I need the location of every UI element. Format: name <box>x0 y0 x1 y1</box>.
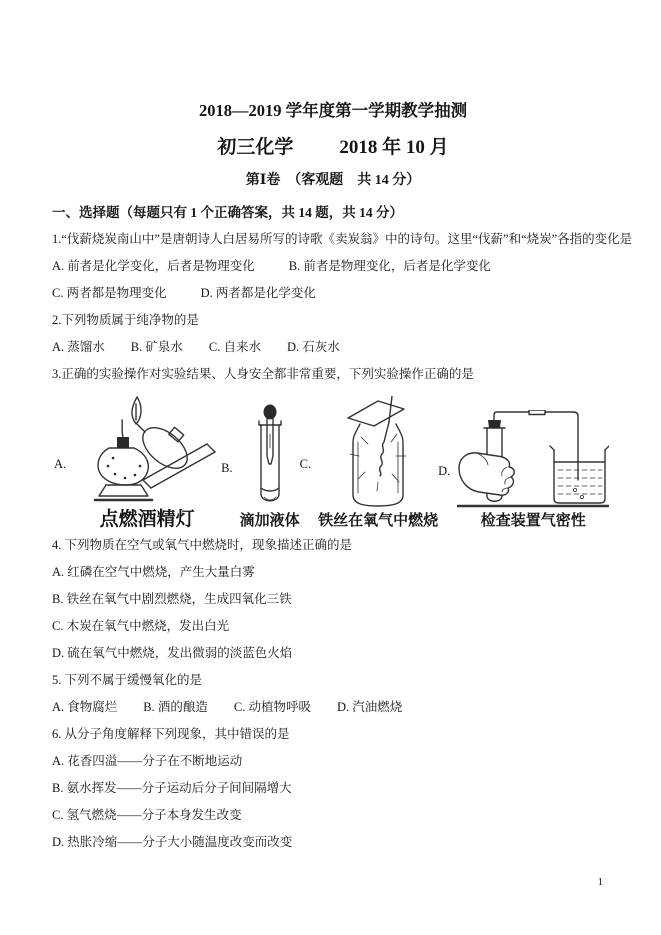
page-title: 2018—2019 学年度第一学期教学抽测 <box>198 101 468 120</box>
question-1-option-b: B. 前者是物理变化，后者是化学变化 <box>288 259 491 273</box>
question-2-option-b: B. 矿泉水 <box>130 340 183 354</box>
iron-wire-oxygen-bottle-figure <box>336 396 420 510</box>
page-number: 1 <box>597 876 603 888</box>
question-3-figures-row <box>52 388 614 532</box>
question-5-stem: 5. 下列不属于缓慢氧化的是 <box>52 673 203 687</box>
question-6-option-a: A. 花香四溢——分子在不断地运动 <box>52 754 243 768</box>
question-4-option-a: A. 红磷在空气中燃烧，产生大量白雾 <box>52 565 255 579</box>
question-4-stem: 4. 下列物质在空气或氧气中燃烧时，现象描述正确的是 <box>52 538 353 552</box>
section-heading: 一、选择题（每题只有 1 个正确答案，共 14 题，共 14 分） <box>52 205 403 220</box>
figure-d <box>457 410 609 532</box>
question-5-option-c: C. 动植物呼吸 <box>233 700 311 714</box>
question-5-option-d: D. 汽油燃烧 <box>336 700 403 714</box>
dropper-test-tube-figure <box>249 404 291 510</box>
figure-d-caption: 检查装置气密性 <box>480 513 586 529</box>
question-6-stem: 6. 从分子角度解释下列现象，其中错误的是 <box>52 727 290 741</box>
figure-b-caption: 滴加液体 <box>239 513 300 529</box>
question-2-option-c: C. 自来水 <box>208 340 261 354</box>
figure-b <box>240 404 300 532</box>
exam-date: 2018 年 10 月 <box>339 137 449 158</box>
question-4-option-d: D. 硫在氧气中燃烧，发出微弱的淡蓝色火焰 <box>52 646 293 660</box>
figure-a-letter: A. <box>54 456 67 471</box>
question-5-options-row <box>52 694 614 721</box>
question-2-option-d: D. 石灰水 <box>286 340 340 354</box>
question-2-stem: 2.下列物质属于纯净物的是 <box>52 313 199 327</box>
question-6-option-b: B. 氨水挥发——分子运动后分子间间隔增大 <box>52 781 292 795</box>
question-5-option-b: B. 酒的酿造 <box>143 700 208 714</box>
figure-group-c <box>300 396 438 532</box>
question-1-option-d: D. 两者都是化学变化 <box>200 286 316 300</box>
volume-line: 第Ⅰ卷 （客观题 共 14 分） <box>245 173 421 188</box>
figure-group-a <box>54 396 221 532</box>
question-1-options-row-2 <box>52 280 614 307</box>
figure-b-letter: B. <box>221 460 233 475</box>
question-4-option-b: B. 铁丝在氧气中剧烈燃烧，生成四氧化三铁 <box>52 592 292 606</box>
figure-group-d <box>438 410 609 532</box>
question-1-stem: 1.“伐薪烧炭南山中”是唐朝诗人白居易所写的诗歌《卖炭翁》中的诗句。这里“伐薪”和“烧炭”各指的变化是 <box>52 232 633 246</box>
figure-group-b <box>221 404 299 532</box>
question-1-options-row-1 <box>52 253 614 280</box>
figure-d-letter: D. <box>438 463 451 478</box>
alcohol-lamp-lighting-figure <box>73 396 221 508</box>
question-2-option-a: A. 蒸馏水 <box>52 340 105 354</box>
subject-name: 初三化学 <box>217 137 294 158</box>
question-1-option-c: C. 两者都是物理变化 <box>52 286 167 300</box>
page-subtitle <box>52 136 614 160</box>
question-2-options-row <box>52 334 614 361</box>
figure-c <box>318 396 438 532</box>
figure-a <box>73 396 221 532</box>
question-5-option-a: A. 食物腐烂 <box>52 700 118 714</box>
question-6-option-c: C. 氢气燃烧——分子本身发生改变 <box>52 808 242 822</box>
question-6-option-d: D. 热胀冷缩——分子大小随温度改变而改变 <box>52 835 293 849</box>
exam-content <box>52 100 633 856</box>
question-1-option-a: A. 前者是化学变化，后者是物理变化 <box>52 259 255 273</box>
question-4-option-c: C. 木炭在氧气中燃烧，发出白光 <box>52 619 230 633</box>
figure-a-caption: 点燃酒精灯 <box>99 509 195 530</box>
figure-c-letter: C. <box>299 456 312 471</box>
figure-c-caption: 铁丝在氧气中燃烧 <box>318 513 439 529</box>
airtightness-check-figure <box>457 410 609 510</box>
question-3-stem: 3.正确的实验操作对实验结果、人身安全都非常重要，下列实验操作正确的是 <box>52 367 474 381</box>
